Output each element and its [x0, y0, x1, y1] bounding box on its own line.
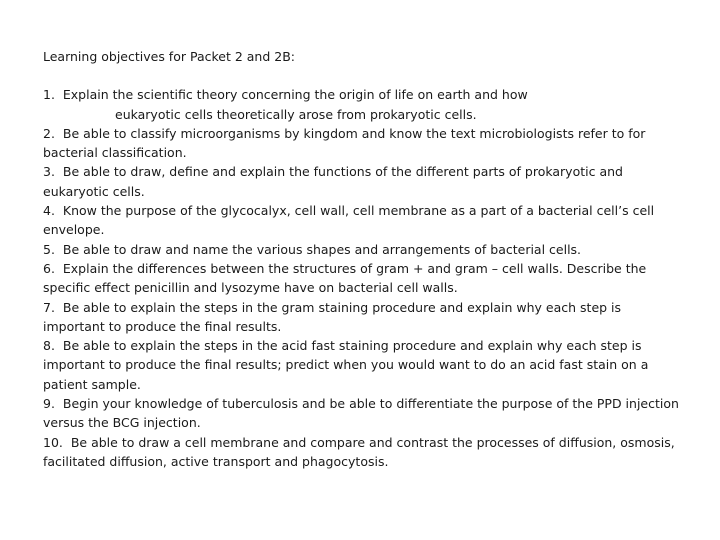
objective-2 — [43, 124, 683, 163]
objective-10 — [43, 433, 683, 472]
objective-1 — [43, 85, 683, 124]
objective-number: 5. — [43, 241, 55, 257]
spacer — [43, 66, 683, 85]
objective-number: 1. — [43, 87, 55, 103]
objective-7 — [43, 298, 683, 337]
objective-text: Be able to explain the steps in the acid fast staining procedure and explain why each step is important to produce the final results; predict when you would want to do an acid fast stain on a patient sample. — [43, 338, 649, 392]
objective-number: 9. — [43, 396, 55, 412]
objective-text: Be able to explain the steps in the gram staining procedure and explain why each step is important to produce the final results. — [43, 299, 622, 334]
objective-text: Be able to draw and name the various shapes and arrangements of bacterial cells. — [62, 241, 582, 257]
objective-text: Begin your knowledge of tuberculosis and be able to differentiate the purpose of the PPD injection versus the BCG injection. — [43, 396, 679, 431]
objective-text: Be able to classify microorganisms by kingdom and know the text microbiologists refer to for bacterial classification. — [43, 125, 646, 161]
objective-number: 3. — [43, 164, 55, 180]
objective-9 — [43, 394, 683, 433]
objective-text: Know the purpose of the glycocalyx, cell wall, cell membrane as a part of a bacterial cell’s cell envelope. — [43, 203, 655, 238]
objective-6 — [43, 259, 683, 298]
objective-4 — [43, 201, 683, 240]
objective-3 — [43, 162, 683, 201]
objective-8 — [43, 336, 683, 394]
objective-number: 6. — [43, 260, 55, 276]
objective-number: 7. — [43, 299, 55, 315]
objective-text: Be able to draw, define and explain the functions of the different parts of prokaryotic and eukaryotic cells. — [43, 164, 623, 199]
document-title: Learning objectives for Packet 2 and 2B: — [43, 49, 295, 64]
objective-text: Be able to draw a cell membrane and compare and contrast the processes of diffusion, osmosis, facilitated diffusion, active transport and phagocytosis. — [43, 434, 675, 469]
objective-text: Explain the differences between the structures of gram + and gram – cell walls. Describe the specific effect penicillin and lysozyme have on bacterial cell walls. — [43, 260, 647, 296]
objective-text: Explain the scientific theory concerning the origin of life on earth and how — [62, 87, 528, 103]
objective-number: 2. — [43, 125, 55, 141]
objective-number: 10. — [43, 434, 63, 450]
objective-5 — [43, 240, 683, 259]
document-body — [43, 47, 683, 471]
objective-number: 4. — [43, 203, 55, 219]
objective-continuation: eukaryotic cells theoretically arose from prokaryotic cells. — [115, 106, 477, 122]
objective-number: 8. — [43, 338, 55, 354]
